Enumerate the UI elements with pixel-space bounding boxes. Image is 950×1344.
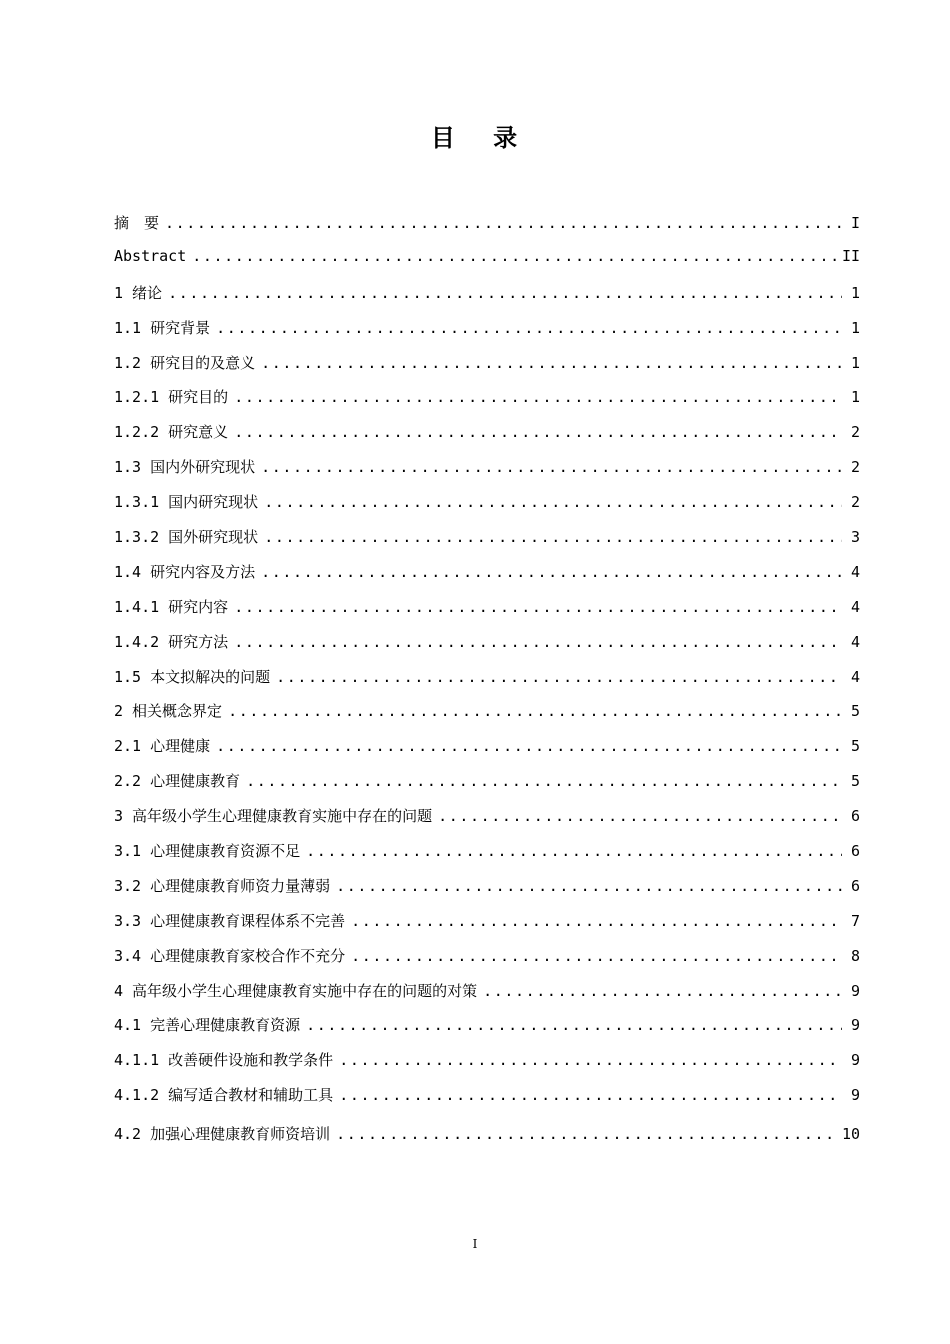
toc-entry-label: 3.2 心理健康教育师资力量薄弱 bbox=[114, 876, 331, 895]
toc-entry-label: 2.2 心理健康教育 bbox=[114, 772, 241, 791]
toc-entry[interactable] bbox=[114, 700, 860, 735]
toc-entry[interactable] bbox=[114, 805, 860, 840]
toc-entry[interactable] bbox=[114, 491, 860, 526]
toc-entry-page: 2 bbox=[850, 493, 860, 512]
dot-leader bbox=[438, 807, 842, 825]
toc-entry[interactable] bbox=[114, 631, 860, 666]
dot-leader bbox=[306, 842, 842, 860]
dot-leader bbox=[351, 947, 842, 965]
toc-entry-label: 1.2 研究目的及意义 bbox=[114, 353, 256, 372]
toc-entry-page: 1 bbox=[850, 318, 860, 337]
toc-entry-page: 9 bbox=[850, 1016, 860, 1035]
toc-entry-label: Abstract bbox=[114, 246, 187, 265]
toc-entry[interactable] bbox=[114, 421, 860, 456]
dot-leader bbox=[264, 528, 842, 546]
toc-entry[interactable] bbox=[114, 910, 860, 945]
toc-entry-page: 7 bbox=[850, 911, 860, 930]
dot-leader bbox=[339, 1051, 842, 1069]
toc-entry[interactable] bbox=[114, 945, 860, 980]
toc-entry[interactable] bbox=[114, 282, 860, 317]
toc-entry-page: 2 bbox=[850, 458, 860, 477]
toc-entry-label: 1.4.2 研究方法 bbox=[114, 632, 229, 651]
dot-leader bbox=[339, 1086, 842, 1104]
toc-entry[interactable] bbox=[114, 666, 860, 701]
page-number-footer: I bbox=[472, 1237, 478, 1251]
dot-leader bbox=[261, 458, 842, 476]
toc-entry-page: 6 bbox=[850, 807, 860, 826]
toc-entry-label: 3.3 心理健康教育课程体系不完善 bbox=[114, 911, 346, 930]
toc-entry[interactable] bbox=[114, 526, 860, 561]
dot-leader bbox=[306, 1016, 842, 1034]
toc-entry[interactable] bbox=[114, 1084, 860, 1119]
toc-entry[interactable] bbox=[114, 596, 860, 631]
dot-leader bbox=[261, 563, 842, 581]
toc-entry-page: 9 bbox=[850, 1051, 860, 1070]
toc-entry-page: 10 bbox=[841, 1125, 860, 1144]
toc-entry-label: 1.2.1 研究目的 bbox=[114, 388, 229, 407]
toc-entry-page: 4 bbox=[850, 562, 860, 581]
toc-entry[interactable] bbox=[114, 770, 860, 805]
toc-entry[interactable] bbox=[114, 980, 860, 1015]
dot-leader bbox=[351, 912, 842, 930]
dot-leader bbox=[234, 423, 842, 441]
dot-leader bbox=[336, 877, 842, 895]
toc-entry[interactable] bbox=[114, 456, 860, 491]
dot-leader bbox=[234, 388, 842, 406]
dot-leader bbox=[168, 284, 842, 302]
toc-entry-label: 1.3.1 国内研究现状 bbox=[114, 493, 259, 512]
toc-entry-label: 4.1.1 改善硬件设施和教学条件 bbox=[114, 1051, 334, 1070]
toc-entry[interactable] bbox=[114, 840, 860, 875]
dot-leader bbox=[261, 354, 842, 372]
toc-entry-label: 1.2.2 研究意义 bbox=[114, 423, 229, 442]
toc-entry-label: 4.1.2 编写适合教材和辅助工具 bbox=[114, 1086, 334, 1105]
table-of-contents bbox=[114, 212, 860, 1158]
toc-entry-page: 9 bbox=[850, 1086, 860, 1105]
toc-entry-label: 4 高年级小学生心理健康教育实施中存在的问题的对策 bbox=[114, 981, 478, 1000]
dot-leader bbox=[192, 247, 838, 265]
toc-entry-page: 5 bbox=[850, 772, 860, 791]
toc-entry-page: 9 bbox=[850, 981, 860, 1000]
toc-entry-page: 3 bbox=[850, 528, 860, 547]
toc-entry-page: 1 bbox=[850, 283, 860, 302]
toc-entry-label: 1.5 本文拟解决的问题 bbox=[114, 667, 271, 686]
dot-leader bbox=[264, 493, 842, 511]
toc-entry-label: 3.4 心理健康教育家校合作不充分 bbox=[114, 946, 346, 965]
toc-entry[interactable] bbox=[114, 212, 860, 247]
toc-entry-label: 1.3.2 国外研究现状 bbox=[114, 528, 259, 547]
toc-entry-label: 4.2 加强心理健康教育师资培训 bbox=[114, 1125, 331, 1144]
toc-entry[interactable] bbox=[114, 735, 860, 770]
toc-entry[interactable] bbox=[114, 561, 860, 596]
toc-entry-label: 2.1 心理健康 bbox=[114, 737, 211, 756]
toc-entry-label: 3 高年级小学生心理健康教育实施中存在的问题 bbox=[114, 807, 433, 826]
toc-entry-page: 4 bbox=[850, 597, 860, 616]
toc-entry[interactable] bbox=[114, 317, 860, 352]
toc-entry-page: 6 bbox=[850, 876, 860, 895]
dot-leader bbox=[483, 982, 842, 1000]
dot-leader bbox=[228, 702, 842, 720]
toc-entry-page: 8 bbox=[850, 946, 860, 965]
toc-entry-page: 5 bbox=[850, 737, 860, 756]
page-title bbox=[0, 118, 950, 153]
toc-entry[interactable] bbox=[114, 352, 860, 387]
toc-entry[interactable] bbox=[114, 1049, 860, 1084]
toc-entry-label: 2 相关概念界定 bbox=[114, 702, 223, 721]
toc-entry-label: 1.4 研究内容及方法 bbox=[114, 562, 256, 581]
dot-leader bbox=[165, 214, 842, 232]
toc-entry-label: 3.1 心理健康教育资源不足 bbox=[114, 842, 301, 861]
toc-entry[interactable] bbox=[114, 1014, 860, 1049]
dot-leader bbox=[216, 737, 842, 755]
toc-entry-page: I bbox=[850, 214, 860, 232]
toc-entry-page: II bbox=[841, 246, 860, 265]
toc-entry-page: 2 bbox=[850, 423, 860, 442]
toc-entry-label: 4.1 完善心理健康教育资源 bbox=[114, 1016, 301, 1035]
toc-heading: 目 录 bbox=[430, 124, 520, 152]
toc-entry[interactable] bbox=[114, 247, 860, 282]
toc-entry-label: 1.3 国内外研究现状 bbox=[114, 458, 256, 477]
toc-entry[interactable] bbox=[114, 386, 860, 421]
dot-leader bbox=[276, 668, 842, 686]
toc-entry[interactable] bbox=[114, 1123, 860, 1158]
dot-leader bbox=[246, 772, 842, 790]
toc-entry-label: 1 绪论 bbox=[114, 283, 163, 302]
dot-leader bbox=[336, 1125, 838, 1143]
toc-entry-page: 6 bbox=[850, 842, 860, 861]
dot-leader bbox=[216, 319, 842, 337]
toc-entry[interactable] bbox=[114, 875, 860, 910]
toc-entry-label: 1.1 研究背景 bbox=[114, 318, 211, 337]
toc-entry-label: 摘 要 bbox=[114, 214, 160, 232]
dot-leader bbox=[234, 633, 842, 651]
toc-entry-label: 1.4.1 研究内容 bbox=[114, 597, 229, 616]
toc-entry-page: 4 bbox=[850, 667, 860, 686]
dot-leader bbox=[234, 598, 842, 616]
toc-entry-page: 5 bbox=[850, 702, 860, 721]
toc-entry-page: 1 bbox=[850, 388, 860, 407]
toc-entry-page: 1 bbox=[850, 353, 860, 372]
toc-entry-page: 4 bbox=[850, 632, 860, 651]
